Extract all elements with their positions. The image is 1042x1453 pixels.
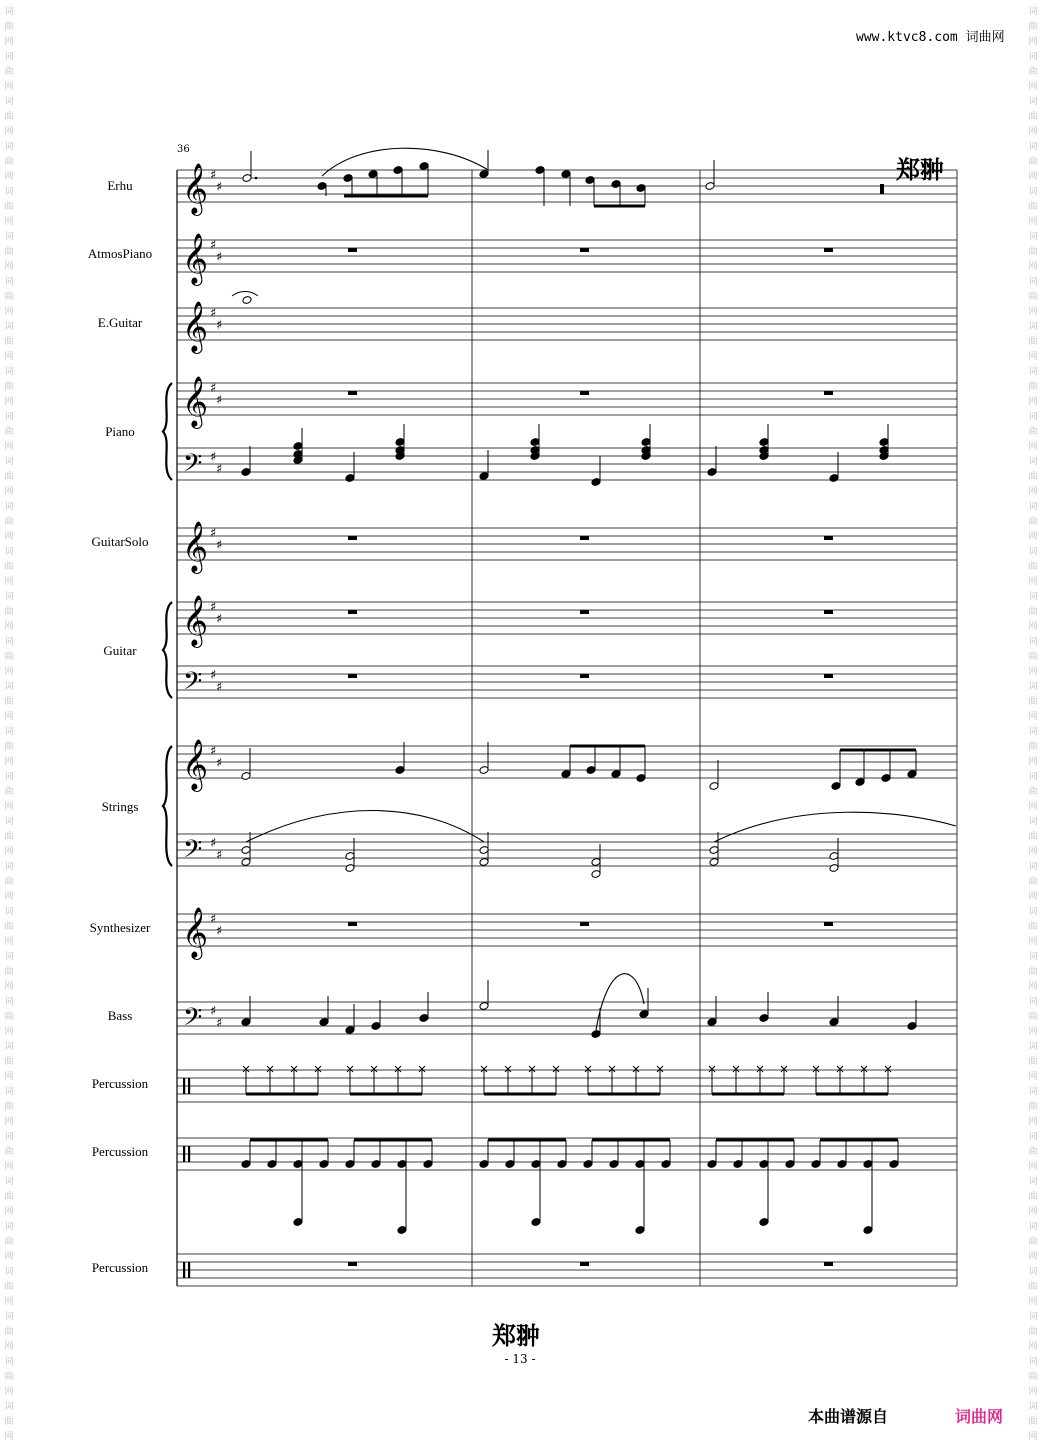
side-watermark-char: 词 — [4, 727, 14, 737]
side-watermark-char: 词 — [1028, 1132, 1038, 1142]
measure-number: 36 — [177, 144, 190, 155]
treble-clef-icon: 𝄞 — [182, 233, 209, 284]
side-watermark-char: 网 — [4, 1342, 14, 1352]
sharp-icon: ♯ — [210, 306, 217, 321]
treble-clef-icon: 𝄞 — [182, 521, 209, 572]
side-watermark-char: 网 — [1028, 1342, 1038, 1352]
side-watermark-char: 词 — [1028, 457, 1038, 467]
brace-icon — [163, 383, 172, 480]
side-watermark-char: 词 — [4, 592, 14, 602]
side-watermark-char: 曲 — [1028, 1237, 1038, 1247]
side-watermark-char: 网 — [1028, 532, 1038, 542]
side-watermark-char: 词 — [1028, 322, 1038, 332]
side-watermark-char: 词 — [1028, 52, 1038, 62]
side-watermark-char: 词 — [4, 7, 14, 17]
side-watermark-char: 网 — [1028, 937, 1038, 947]
side-watermark-char: 曲 — [4, 742, 14, 752]
side-watermark-char: 网 — [1028, 262, 1038, 272]
instrument-label-percussion-2: Percussion — [91, 1144, 149, 1159]
side-watermark-char: 词 — [4, 142, 14, 152]
whole-rest-icon — [348, 536, 357, 540]
bass-clef-icon: 𝄢 — [183, 449, 203, 484]
side-watermark-char: 曲 — [4, 697, 14, 707]
side-watermark-char: 网 — [4, 307, 14, 317]
side-watermark-char: 网 — [1028, 982, 1038, 992]
side-watermark-char: 词 — [4, 1132, 14, 1142]
side-watermark-char: 词 — [1028, 1222, 1038, 1232]
side-watermark-char: 网 — [4, 1027, 14, 1037]
sharp-icon: ♯ — [216, 924, 223, 939]
percussion-clef-icon — [188, 1146, 190, 1162]
side-watermark-char: 网 — [4, 622, 14, 632]
side-watermark-char: 网 — [4, 532, 14, 542]
whole-rest-icon — [580, 674, 589, 678]
sharp-icon: ♯ — [216, 250, 223, 265]
side-watermark-char: 网 — [1028, 82, 1038, 92]
side-watermark-char: 词 — [1028, 232, 1038, 242]
side-watermark-char: 词 — [4, 1087, 14, 1097]
side-watermark-char: 网 — [1028, 1432, 1038, 1442]
side-watermark-char: 词 — [4, 1042, 14, 1052]
side-watermark-char: 网 — [4, 487, 14, 497]
sharp-icon: ♯ — [216, 180, 223, 195]
side-watermark-char: 网 — [4, 1162, 14, 1172]
side-watermark-char: 词 — [4, 277, 14, 287]
side-watermark-char: 曲 — [4, 157, 14, 167]
side-watermark-char: 曲 — [1028, 697, 1038, 707]
side-watermark-char: 曲 — [1028, 1282, 1038, 1292]
side-watermark-char: 曲 — [4, 292, 14, 302]
sharp-icon: ♯ — [216, 756, 223, 771]
side-watermark-char: 网 — [1028, 847, 1038, 857]
side-watermark-char: 曲 — [1028, 787, 1038, 797]
sharp-icon: ♯ — [210, 381, 217, 396]
side-watermark-char: 网 — [4, 1207, 14, 1217]
side-watermark-char: 曲 — [1028, 472, 1038, 482]
side-watermark-char: 网 — [1028, 127, 1038, 137]
sharp-icon: ♯ — [210, 168, 217, 183]
side-watermark-char: 词 — [1028, 1177, 1038, 1187]
sharp-icon: ♯ — [210, 526, 217, 541]
side-watermark-char: 网 — [4, 577, 14, 587]
side-watermark-char: 曲 — [1028, 1102, 1038, 1112]
side-watermark-char: 网 — [4, 1117, 14, 1127]
side-watermark-char: 词 — [4, 637, 14, 647]
percussion-clef-icon — [188, 1262, 190, 1278]
instrument-label-guitar-solo: GuitarSolo — [91, 534, 149, 549]
slur — [714, 812, 956, 842]
side-watermark-char: 词 — [1028, 727, 1038, 737]
side-watermark-char: 网 — [1028, 1252, 1038, 1262]
sharp-icon: ♯ — [210, 600, 217, 615]
side-watermark-char: 曲 — [1028, 1192, 1038, 1202]
side-watermark-char: 曲 — [4, 1327, 14, 1337]
side-watermark-char: 词 — [1028, 592, 1038, 602]
side-watermark-char: 网 — [4, 712, 14, 722]
instrument-label-piano: Piano — [105, 424, 135, 439]
slur — [246, 811, 484, 843]
side-watermark-char: 曲 — [4, 1057, 14, 1067]
side-watermark-char: 词 — [4, 232, 14, 242]
instrument-label-percussion-1: Percussion — [91, 1076, 149, 1091]
side-watermark-char: 网 — [4, 82, 14, 92]
side-watermark-char: 曲 — [1028, 202, 1038, 212]
side-watermark-char: 曲 — [1028, 247, 1038, 257]
side-watermark-char: 曲 — [4, 22, 14, 32]
side-watermark-char: 词 — [1028, 637, 1038, 647]
side-watermark-char: 词 — [1028, 142, 1038, 152]
side-watermark-char: 网 — [4, 127, 14, 137]
side-watermark-char: 曲 — [4, 112, 14, 122]
side-watermark-char: 网 — [4, 757, 14, 767]
side-watermark-char: 网 — [1028, 1297, 1038, 1307]
whole-rest-icon — [824, 610, 833, 614]
side-watermark-char: 曲 — [1028, 562, 1038, 572]
side-watermark-char: 词 — [4, 817, 14, 827]
side-watermark-char: 曲 — [1028, 292, 1038, 302]
side-watermark-char: 曲 — [4, 562, 14, 572]
side-watermark-char: 曲 — [4, 1282, 14, 1292]
side-watermark-char: 网 — [4, 847, 14, 857]
side-watermark-char: 词 — [4, 772, 14, 782]
side-watermark-char: 词 — [1028, 907, 1038, 917]
side-watermark-char: 网 — [1028, 712, 1038, 722]
treble-clef-icon: 𝄞 — [182, 907, 209, 958]
whole-rest-icon — [348, 248, 357, 252]
side-watermark-char: 曲 — [4, 1372, 14, 1382]
side-watermark-char: 词 — [4, 1222, 14, 1232]
side-watermark-char: 词 — [1028, 862, 1038, 872]
side-watermark-char: 词 — [4, 502, 14, 512]
whole-rest-icon — [580, 610, 589, 614]
side-watermark-char: 网 — [4, 172, 14, 182]
side-watermark-char: 曲 — [4, 247, 14, 257]
whole-rest-icon — [348, 610, 357, 614]
side-watermark-char: 曲 — [4, 427, 14, 437]
side-watermark-char: 曲 — [4, 832, 14, 842]
side-watermark-char: 网 — [1028, 217, 1038, 227]
side-watermark-char: 曲 — [4, 202, 14, 212]
whole-rest-icon — [824, 391, 833, 395]
side-watermark-char: 网 — [4, 37, 14, 47]
instrument-label-percussion-3: Percussion — [91, 1260, 149, 1275]
side-watermark-char: 网 — [1028, 172, 1038, 182]
whole-rest-icon — [824, 248, 833, 252]
side-watermark-char: 网 — [4, 262, 14, 272]
side-watermark-char: 词 — [4, 862, 14, 872]
side-watermark-char: 网 — [4, 397, 14, 407]
side-watermark-char: 曲 — [1028, 1372, 1038, 1382]
page-number: - 13 - — [504, 1352, 536, 1366]
side-watermark-char: 曲 — [1028, 337, 1038, 347]
side-watermark-char: 网 — [1028, 1387, 1038, 1397]
side-watermark-char: 网 — [1028, 397, 1038, 407]
dot — [255, 177, 258, 180]
sharp-icon: ♯ — [210, 238, 217, 253]
side-watermark-char: 网 — [1028, 1027, 1038, 1037]
whole-rest-icon — [580, 536, 589, 540]
side-watermark-char: 词 — [1028, 502, 1038, 512]
whole-rest-icon — [580, 248, 589, 252]
side-watermark-char: 词 — [4, 1177, 14, 1187]
instrument-label-guitar: Guitar — [103, 643, 137, 658]
sharp-icon: ♯ — [210, 1004, 217, 1019]
side-watermark-char: 词 — [4, 367, 14, 377]
side-watermark-char: 网 — [1028, 802, 1038, 812]
side-watermark-char: 曲 — [1028, 382, 1038, 392]
sharp-icon: ♯ — [210, 836, 217, 851]
side-watermark-char: 曲 — [1028, 517, 1038, 527]
side-watermark-char: 词 — [1028, 682, 1038, 692]
side-watermark-char: 网 — [4, 217, 14, 227]
whole-rest-icon — [348, 391, 357, 395]
side-watermark-char: 词 — [1028, 187, 1038, 197]
side-watermark-char: 网 — [1028, 1117, 1038, 1127]
side-watermark-char: 词 — [1028, 1402, 1038, 1412]
bass-clef-icon: 𝄢 — [183, 1003, 203, 1038]
side-watermark-char: 词 — [4, 1402, 14, 1412]
instrument-label-e-guitar: E.Guitar — [97, 315, 143, 330]
sharp-icon: ♯ — [216, 612, 223, 627]
treble-clef-icon: 𝄞 — [182, 163, 209, 214]
instrument-label-synthesizer: Synthesizer — [89, 920, 151, 935]
bass-clef-icon: 𝄢 — [183, 835, 203, 870]
source-site-link[interactable]: 词曲网 — [955, 1407, 1004, 1426]
side-watermark-char: 曲 — [4, 1417, 14, 1427]
side-watermark-char: 网 — [4, 892, 14, 902]
instrument-label-erhu: Erhu — [107, 178, 133, 193]
side-watermark-char: 词 — [1028, 952, 1038, 962]
side-watermark-char: 词 — [1028, 817, 1038, 827]
side-watermark-char: 网 — [4, 1297, 14, 1307]
side-watermark-char: 网 — [4, 352, 14, 362]
side-watermark-char: 词 — [1028, 367, 1038, 377]
side-watermark-char: 词 — [4, 187, 14, 197]
whole-rest-icon — [580, 922, 589, 926]
side-watermark-char: 曲 — [1028, 157, 1038, 167]
side-watermark-char: 曲 — [4, 1237, 14, 1247]
side-watermark-char: 词 — [1028, 1312, 1038, 1322]
side-watermark-char: 词 — [1028, 277, 1038, 287]
side-watermark-char: 词 — [1028, 772, 1038, 782]
side-watermark-char: 曲 — [1028, 922, 1038, 932]
side-watermark-char: 词 — [1028, 997, 1038, 1007]
side-watermark-char: 曲 — [4, 967, 14, 977]
side-watermark-char: 词 — [1028, 1267, 1038, 1277]
percussion-clef-icon — [188, 1078, 190, 1094]
side-watermark-char: 曲 — [1028, 607, 1038, 617]
side-watermark-char: 曲 — [4, 877, 14, 887]
treble-clef-icon: 𝄞 — [182, 739, 209, 790]
side-watermark-char: 曲 — [1028, 877, 1038, 887]
side-watermark-char: 词 — [4, 412, 14, 422]
side-watermark-char: 曲 — [1028, 112, 1038, 122]
side-watermark-char: 曲 — [4, 922, 14, 932]
side-watermark-char: 词 — [1028, 1087, 1038, 1097]
side-watermark-char: 网 — [1028, 577, 1038, 587]
side-watermark-char: 曲 — [4, 1147, 14, 1157]
side-watermark-char: 曲 — [1028, 1012, 1038, 1022]
side-watermark-char: 曲 — [4, 472, 14, 482]
side-watermark-char: 网 — [1028, 487, 1038, 497]
side-watermark-char: 词 — [1028, 547, 1038, 557]
side-watermark-char: 曲 — [4, 67, 14, 77]
sharp-icon: ♯ — [216, 1016, 223, 1031]
side-watermark-char: 网 — [4, 1072, 14, 1082]
sharp-icon: ♯ — [216, 680, 223, 695]
side-watermark-char: 网 — [1028, 352, 1038, 362]
side-watermark-char: 曲 — [1028, 1057, 1038, 1067]
side-watermark-char: 网 — [1028, 892, 1038, 902]
side-watermark-char: 词 — [4, 952, 14, 962]
quarter-rest-icon — [880, 184, 884, 194]
percussion-clef-icon — [183, 1146, 185, 1162]
side-watermark-char: 词 — [4, 997, 14, 1007]
side-watermark-char: 词 — [4, 97, 14, 107]
whole-rest-icon — [580, 1262, 589, 1266]
site-url[interactable]: www.ktvc8.com 词曲网 — [856, 30, 1005, 45]
instrument-label-atmos-piano: AtmosPiano — [87, 246, 153, 261]
side-watermark-char: 曲 — [1028, 1417, 1038, 1427]
side-watermark-char: 网 — [4, 667, 14, 677]
whole-rest-icon — [580, 391, 589, 395]
side-watermark-char: 曲 — [4, 1192, 14, 1202]
side-watermark-char: 词 — [4, 1267, 14, 1277]
whole-rest-icon — [824, 922, 833, 926]
side-watermark-char: 曲 — [1028, 967, 1038, 977]
side-watermark-char: 词 — [4, 907, 14, 917]
side-watermark-char: 词 — [4, 1312, 14, 1322]
side-watermark-char: 网 — [4, 802, 14, 812]
note-head — [242, 296, 252, 305]
side-watermark-char: 网 — [1028, 1162, 1038, 1172]
side-watermark-char: 曲 — [4, 337, 14, 347]
side-watermark-char: 词 — [4, 1357, 14, 1367]
sharp-icon: ♯ — [216, 848, 223, 863]
side-watermark-char: 网 — [1028, 1207, 1038, 1217]
side-watermark-char: 网 — [4, 1387, 14, 1397]
percussion-clef-icon — [183, 1262, 185, 1278]
treble-clef-icon: 𝄞 — [182, 376, 209, 427]
tie — [232, 292, 258, 297]
source-text: 本曲谱源自 — [808, 1407, 889, 1426]
side-watermark-char: 网 — [4, 442, 14, 452]
side-watermark-char: 网 — [4, 1252, 14, 1262]
side-watermark-char: 曲 — [1028, 1147, 1038, 1157]
side-watermark-char: 曲 — [1028, 67, 1038, 77]
treble-clef-icon: 𝄞 — [182, 301, 209, 352]
side-watermark-char: 词 — [4, 457, 14, 467]
side-watermark-char: 词 — [4, 682, 14, 692]
side-watermark-char: 曲 — [1028, 22, 1038, 32]
side-watermark-char: 词 — [1028, 1042, 1038, 1052]
side-watermark-char: 曲 — [1028, 652, 1038, 662]
whole-rest-icon — [824, 674, 833, 678]
instrument-label-strings: Strings — [101, 799, 139, 814]
sharp-icon: ♯ — [210, 450, 217, 465]
side-watermark-char: 词 — [1028, 412, 1038, 422]
sharp-icon: ♯ — [216, 318, 223, 333]
sharp-icon: ♯ — [210, 668, 217, 683]
sharp-icon: ♯ — [216, 538, 223, 553]
sharp-icon: ♯ — [210, 912, 217, 927]
side-watermark-char: 网 — [1028, 442, 1038, 452]
brace-icon — [163, 602, 172, 698]
sharp-icon: ♯ — [216, 393, 223, 408]
whole-rest-icon — [824, 536, 833, 540]
side-watermark-char: 曲 — [4, 1102, 14, 1112]
whole-rest-icon — [824, 1262, 833, 1266]
sharp-icon: ♯ — [210, 744, 217, 759]
side-watermark-char: 曲 — [4, 787, 14, 797]
whole-rest-icon — [348, 1262, 357, 1266]
percussion-clef-icon — [183, 1078, 185, 1094]
side-watermark-char: 曲 — [1028, 1327, 1038, 1337]
arranger-watermark-top: 郑翀 — [896, 156, 944, 184]
side-watermark-char: 曲 — [1028, 742, 1038, 752]
side-watermark-char: 网 — [1028, 757, 1038, 767]
side-watermark-char: 词 — [4, 52, 14, 62]
sharp-icon: ♯ — [216, 462, 223, 477]
side-watermark-char: 曲 — [1028, 832, 1038, 842]
side-watermark-char: 词 — [1028, 1357, 1038, 1367]
whole-rest-icon — [348, 674, 357, 678]
bass-clef-icon: 𝄢 — [183, 667, 203, 702]
side-watermark-char: 网 — [1028, 37, 1038, 47]
side-watermark-char: 网 — [1028, 622, 1038, 632]
side-watermark-char: 曲 — [1028, 427, 1038, 437]
side-watermark-char: 曲 — [4, 382, 14, 392]
arranger-watermark-bottom: 郑翀 — [492, 1322, 540, 1350]
side-watermark-char: 曲 — [4, 607, 14, 617]
side-watermark-char: 网 — [4, 1432, 14, 1442]
side-watermark-char: 曲 — [4, 517, 14, 527]
slur — [322, 148, 488, 176]
instrument-label-bass: Bass — [107, 1008, 133, 1023]
treble-clef-icon: 𝄞 — [182, 595, 209, 646]
side-watermark-char: 网 — [4, 937, 14, 947]
side-watermark-char: 网 — [1028, 667, 1038, 677]
side-watermark-char: 词 — [1028, 7, 1038, 17]
side-watermark-char: 词 — [4, 547, 14, 557]
side-watermark-char: 网 — [1028, 1072, 1038, 1082]
side-watermark-char: 网 — [4, 982, 14, 992]
brace-icon — [163, 746, 172, 866]
side-watermark-char: 网 — [1028, 307, 1038, 317]
whole-rest-icon — [348, 922, 357, 926]
side-watermark-char: 曲 — [4, 1012, 14, 1022]
side-watermark-char: 词 — [4, 322, 14, 332]
side-watermark-char: 词 — [1028, 97, 1038, 107]
side-watermark-char: 曲 — [4, 652, 14, 662]
